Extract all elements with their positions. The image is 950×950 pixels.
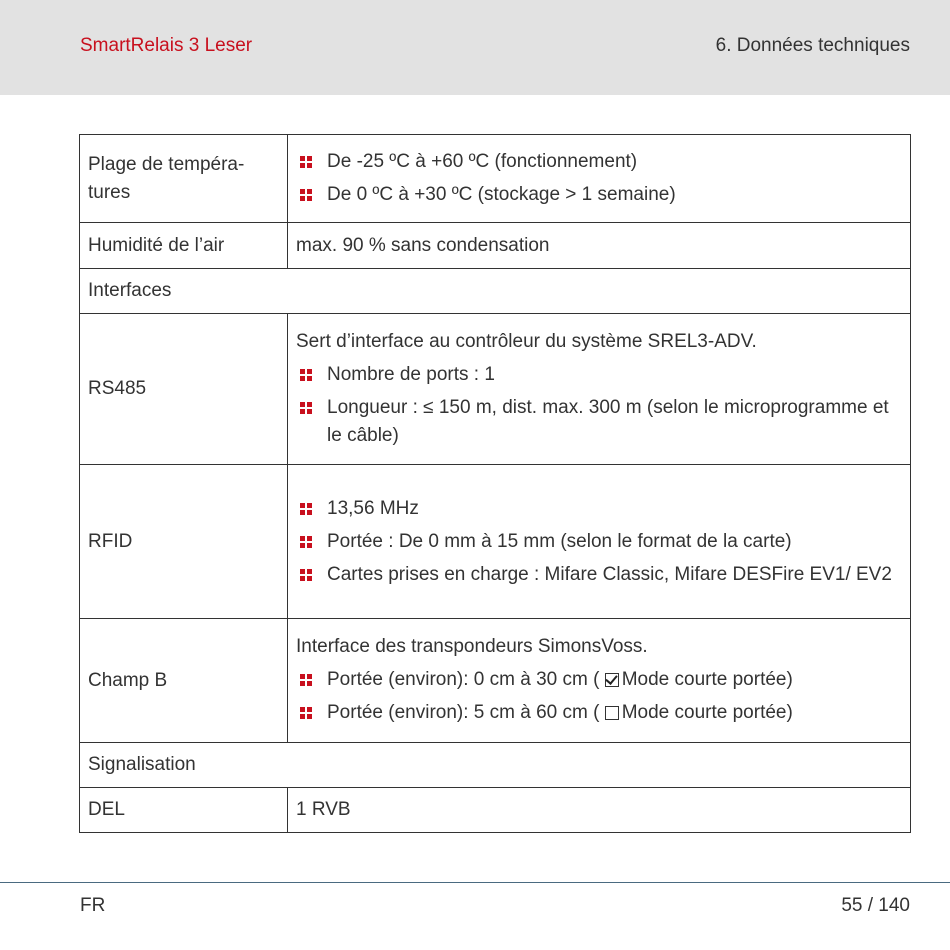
table-row: [80, 788, 911, 833]
bullet-icon: [300, 503, 312, 515]
list-item: [296, 148, 902, 176]
table-row: [80, 135, 911, 223]
document-title: SmartRelais 3 Leser: [80, 35, 253, 56]
bullet-icon: [300, 189, 312, 201]
table-row: [80, 743, 911, 788]
footer-divider: [0, 882, 950, 883]
champ-b-label: Champ B: [80, 619, 288, 743]
page-number: 55 / 140: [841, 895, 910, 916]
table-row: [80, 314, 911, 465]
list-item: [296, 394, 902, 450]
bullet-text: Mode courte portée): [621, 702, 793, 723]
list-item: [296, 495, 902, 523]
table-row: [80, 619, 911, 743]
row-value: [288, 314, 911, 465]
checked-checkbox-icon: [605, 673, 619, 687]
del-value: 1 RVB: [288, 788, 911, 833]
bullet-text: Mode courte portée): [621, 669, 793, 690]
bullet-text: De 0 ºC à +30 ºC (stockage > 1 semaine): [327, 184, 676, 205]
bullet-text: De -25 ºC à +60 ºC (fonctionnement): [327, 151, 638, 172]
bullet-icon: [300, 156, 312, 168]
champ-b-intro: Interface des transpondeurs SimonsVoss.: [296, 636, 648, 657]
table-row: [80, 465, 911, 619]
section-title: 6. Données techniques: [715, 35, 910, 56]
interfaces-heading: Interfaces: [80, 269, 911, 314]
row-value: [288, 135, 911, 223]
humidity-label: Humidité de l’air: [80, 223, 288, 269]
bullet-icon: [300, 707, 312, 719]
rs485-intro: Sert d’interface au contrôleur du système SREL3-ADV.: [296, 330, 757, 352]
unchecked-checkbox-icon: [605, 706, 619, 720]
row-value: [288, 465, 911, 619]
bullet-text: Portée : De 0 mm à 15 mm (selon le format de la carte): [327, 530, 792, 552]
page-header: [0, 0, 950, 95]
list-item: [296, 181, 902, 209]
specs-table: [79, 134, 911, 833]
list-item: [296, 361, 902, 389]
bullet-icon: [300, 569, 312, 581]
bullet-text: Nombre de ports : 1: [327, 363, 495, 385]
table-row: [80, 269, 911, 314]
del-label: DEL: [80, 788, 288, 833]
bullet-icon: [300, 674, 312, 686]
signalisation-heading: Signalisation: [80, 743, 911, 788]
bullet-text: Longueur : ≤ 150 m, dist. max. 300 m (selon le microprogramme et le câble): [327, 396, 889, 446]
bullet-icon: [300, 536, 312, 548]
bullet-icon: [300, 369, 312, 381]
bullet-text: 13,56 MHz: [327, 497, 419, 519]
row-label: [80, 135, 288, 223]
list-item: [296, 666, 902, 694]
humidity-value: max. 90 % sans condensation: [288, 223, 911, 269]
list-item: [296, 528, 902, 556]
rfid-label: RFID: [80, 465, 288, 619]
bullet-text: Portée (environ): 5 cm à 60 cm (: [327, 702, 600, 723]
bullet-text: Portée (environ): 0 cm à 30 cm (: [327, 669, 600, 690]
table-row: [80, 223, 911, 269]
rs485-label: RS485: [80, 314, 288, 465]
bullet-icon: [300, 402, 312, 414]
list-item: [296, 699, 902, 727]
footer-language: FR: [80, 895, 106, 916]
row-value: [288, 619, 911, 743]
bullet-text: Cartes prises en charge : Mifare Classic, Mifare DESFire EV1/ EV2: [327, 563, 892, 585]
temperature-label: Plage de tempéra-tures: [88, 153, 245, 203]
list-item: [296, 561, 902, 589]
